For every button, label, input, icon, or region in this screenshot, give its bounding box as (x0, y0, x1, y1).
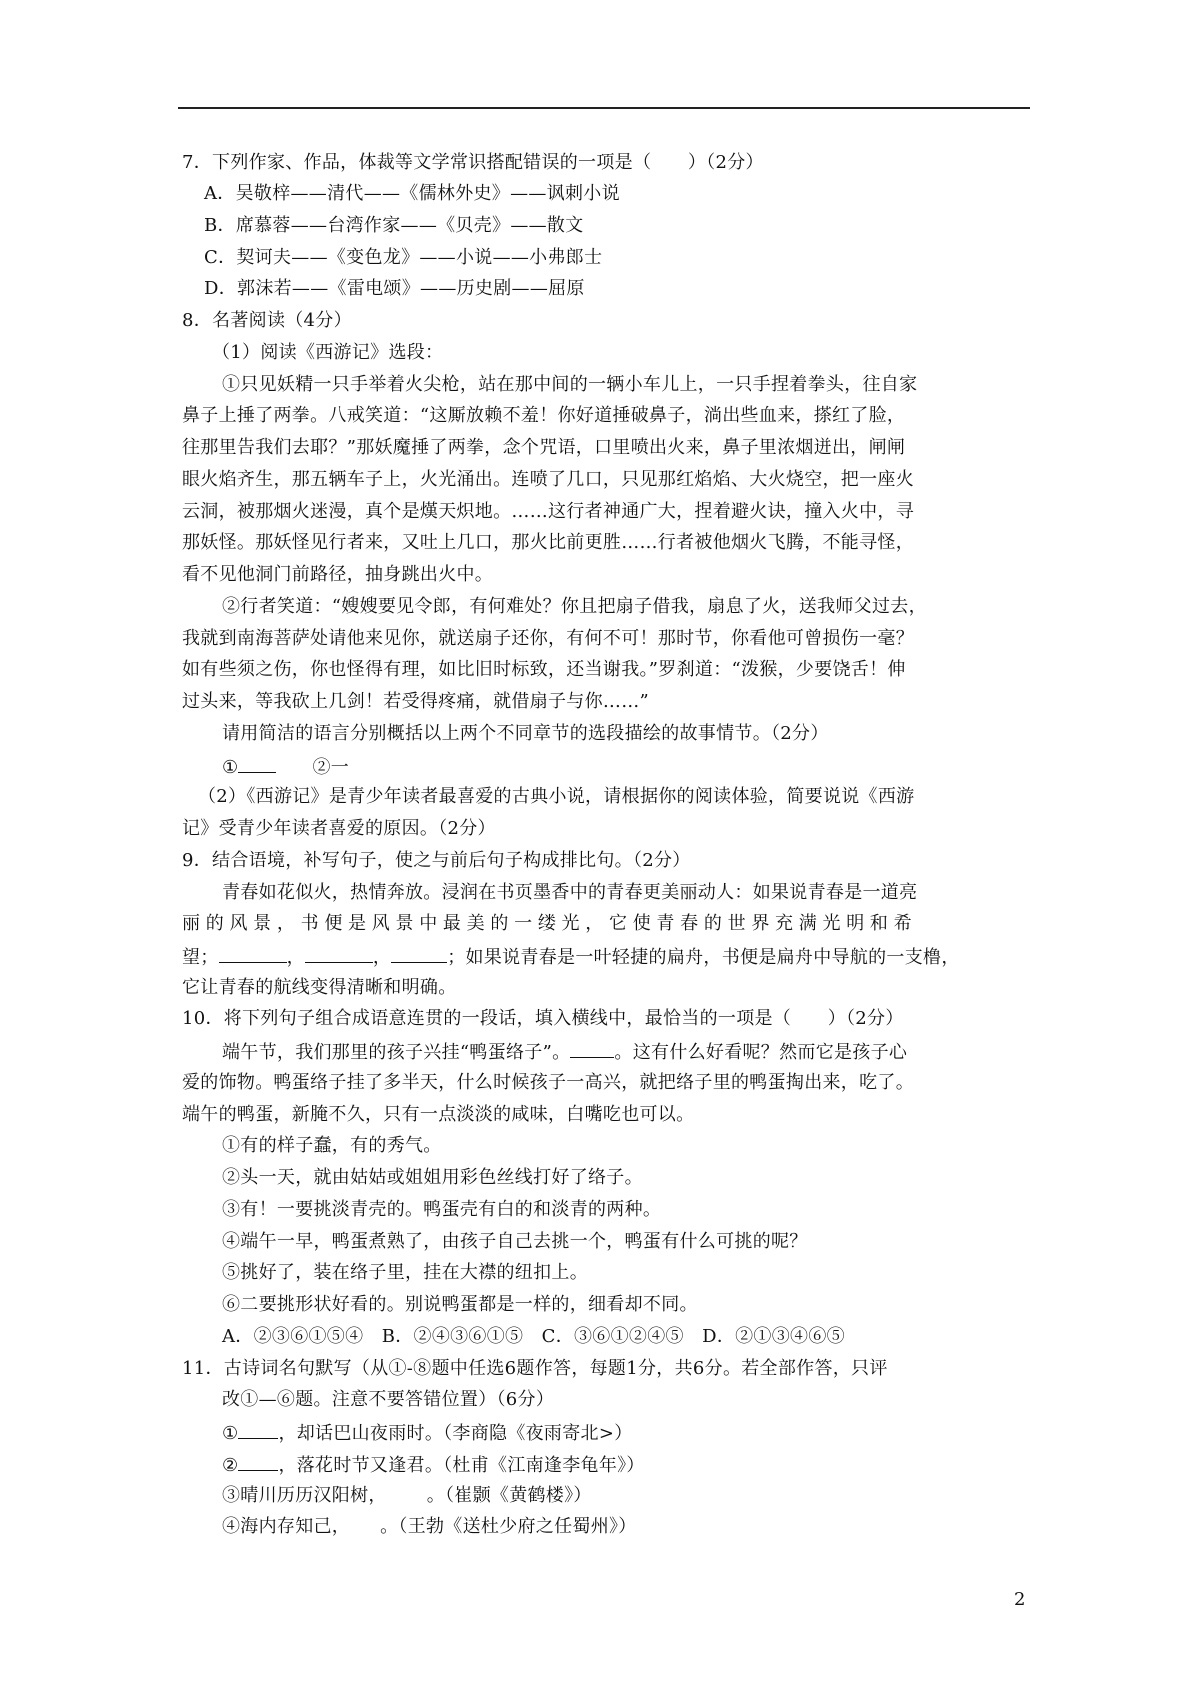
answer-mark-1: ① (222, 757, 239, 778)
answer-mark-2: ②一 (312, 757, 350, 778)
q8-passage1-line: ①只见妖精一只手举着火尖枪，站在那中间的一辆小车儿上，一只手捏着拳头，往自家 (222, 374, 918, 395)
q8-passage1-line: 云洞，被那烟火迷漫，真个是熯天炽地。……这行者神通广大，捏着避火诀，撞入火中，寻 (182, 501, 914, 522)
q8-passage2-line: 过头来，等我砍上几剑！若受得疼痛，就借扇子与你……” (182, 691, 649, 712)
q9-para-line: 丽 的 风 景 ， 书 便 是 风 景 中 最 美 的 一 缕 光 ， 它 使 青 春 的 世 界 充 满 光 明 和 希 (182, 913, 912, 934)
q11-item (222, 1484, 592, 1508)
q8-answer-row (222, 754, 349, 780)
q9-para-line: 它让青春的航线变得清晰和明确。 (182, 977, 457, 998)
q10-blank[interactable] (570, 1039, 614, 1058)
q11-stem: 11．古诗词名句默写（从①-⑧题中任选6题作答，每题1分，共6分。若全部作答，只评 (182, 1358, 888, 1379)
q8-summary-prompt: 请用简洁的语言分别概括以上两个不同章节的选段描绘的故事情节。（2分） (222, 723, 829, 744)
q9-stem: 9．结合语境，补写句子，使之与前后句子构成排比句。（2分） (182, 850, 691, 871)
q8-passage1-line: 眼火焰齐生，那五辆车子上，火光涌出。连喷了几口，只见那红焰焰、大火烧空，把一座火 (182, 469, 914, 490)
q11-item-mark: ① (222, 1423, 239, 1444)
q8-part2-line: 记》受青少年读者喜爱的原因。（2分） (182, 818, 496, 839)
q8-passage1-line: 看不见他洞门前路径，抽身跳出火中。 (182, 564, 494, 585)
q7-option-b: B．席慕蓉——台湾作家——《贝壳》——散文 (204, 215, 584, 236)
q9-comma: ， (286, 947, 305, 968)
q9-comma: ， (372, 947, 392, 968)
q10-stem: 10．将下列句子组合成语意连贯的一段话，填入横线中，最恰当的一项是（ ）（2分） (182, 1008, 904, 1029)
q11-item-text: 。（王勃《送杜少府之任蜀州》） (380, 1516, 637, 1537)
q11-item (222, 1452, 645, 1478)
q10-text: 端午节，我们那里的孩子兴挂“鸭蛋络子”。 (222, 1042, 571, 1063)
q11-stem: 改①—⑥题。注意不要答错位置）（6分） (222, 1389, 555, 1410)
q11-item-mark: ④海内存知己， (222, 1516, 351, 1537)
q8-part1-title: （1）阅读《西游记》选段： (212, 342, 444, 363)
answer-blank-1[interactable] (238, 754, 276, 773)
q10-sentence: ③有！一要挑淡青壳的。鸭蛋壳有白的和淡青的两种。 (222, 1199, 662, 1220)
q8-passage2-line: 如有些须之伤，你也怪得有理，如比旧时标致，还当谢我。”罗刹道：“泼猴，少要饶舌！伸 (182, 659, 906, 680)
q8-part2-line: （2）《西游记》是青少年读者最喜爱的古典小说，请根据你的阅读体验，简要说说《西游 (198, 786, 915, 807)
q10-text: 。这有什么好看呢？然而它是孩子心 (614, 1042, 908, 1063)
q11-item-text: ，却话巴山夜雨时。（李商隐《夜雨寄北>） (278, 1423, 633, 1444)
header-rule (178, 107, 1030, 109)
poem-blank-1[interactable] (238, 1420, 278, 1439)
fill-blank-3[interactable] (391, 944, 447, 963)
q8-passage2-line: ②行者笑道：“嫂嫂要见令郎，有何难处？你且把扇子借我，扇息了火，送我师父过去， (222, 596, 927, 617)
q8-passage1-line: 往那里告我们去耶？”那妖魔捶了两拳，念个咒语，口里喷出火来，鼻子里浓烟迸出，闸闸 (182, 437, 906, 458)
fill-blank-1[interactable] (219, 944, 287, 963)
q10-para-row (222, 1039, 907, 1065)
q9-fill-row (182, 944, 960, 970)
q9-text: 望； (182, 947, 219, 968)
q9-text: ；如果说青春是一叶轻捷的扁舟，书便是扁舟中导航的一支橹， (447, 947, 960, 968)
q10-para-line: 端午的鸭蛋，新腌不久，只有一点淡淡的咸味，白嘴吃也可以。 (182, 1104, 695, 1125)
q8-passage1-line: 鼻子上捶了两拳。八戒笑道：“这厮放赖不羞！你好道捶破鼻子，淌出些血来，搽红了脸， (182, 405, 906, 426)
q11-item-text: ，落花时节又逢君。（杜甫《江南逢李龟年》） (278, 1455, 645, 1476)
poem-blank-2[interactable] (238, 1452, 278, 1471)
q7-option-d: D．郭沫若——《雷电颂》——历史剧——屈原 (204, 278, 585, 299)
q11-item-mark: ③晴川历历汉阳树， (222, 1485, 387, 1506)
q10-para-line: 爱的饰物。鸭蛋络子挂了多半天，什么时候孩子一高兴，就把络子里的鸭蛋掏出来，吃了。 (182, 1072, 914, 1093)
q11-item (222, 1420, 633, 1446)
q10-sentence: ⑥二要挑形状好看的。别说鸭蛋都是一样的，细看却不同。 (222, 1294, 698, 1315)
q7-stem: 7．下列作家、作品，体裁等文学常识搭配错误的一项是（ ）（2分） (182, 152, 764, 173)
q9-para-line: 青春如花似火，热情奔放。浸润在书页墨香中的青春更美丽动人：如果说青春是一道亮 (222, 882, 918, 903)
page-number: 2 (1014, 1589, 1026, 1610)
q11-item-mark: ② (222, 1455, 239, 1476)
q11-item-text: 。（崔颢《黄鹤楼》） (426, 1485, 592, 1506)
q10-sentence: ⑤挑好了，装在络子里，挂在大襟的纽扣上。 (222, 1262, 588, 1283)
q10-sentence: ②头一天，就由姑姑或姐姐用彩色丝线打好了络子。 (222, 1167, 643, 1188)
q10-sentence: ①有的样子蠢，有的秀气。 (222, 1135, 442, 1156)
q8-passage2-line: 我就到南海菩萨处请他来见你，就送扇子还你，有何不可！那时节，你看他可曾损伤一毫？ (182, 628, 914, 649)
q7-option-c: C．契诃夫——《变色龙》——小说——小弗郎士 (204, 247, 603, 268)
fill-blank-2[interactable] (305, 944, 373, 963)
q7-option-a: A．吴敬梓——清代——《儒林外史》——讽刺小说 (204, 183, 620, 204)
q11-item (222, 1515, 637, 1539)
q10-options: A．②③⑥①⑤④ B．②④③⑥①⑤ C．③⑥①②④⑤ D．②①③④⑥⑤ (222, 1326, 845, 1347)
q10-sentence: ④端午一早，鸭蛋煮熟了，由孩子自己去挑一个，鸭蛋有什么可挑的呢？ (222, 1231, 808, 1252)
q8-stem: 8．名著阅读（4分） (182, 310, 352, 331)
q8-passage1-line: 那妖怪。那妖怪见行者来，又吐上几口，那火比前更胜……行者被他烟火飞腾，不能寻怪， (182, 532, 914, 553)
